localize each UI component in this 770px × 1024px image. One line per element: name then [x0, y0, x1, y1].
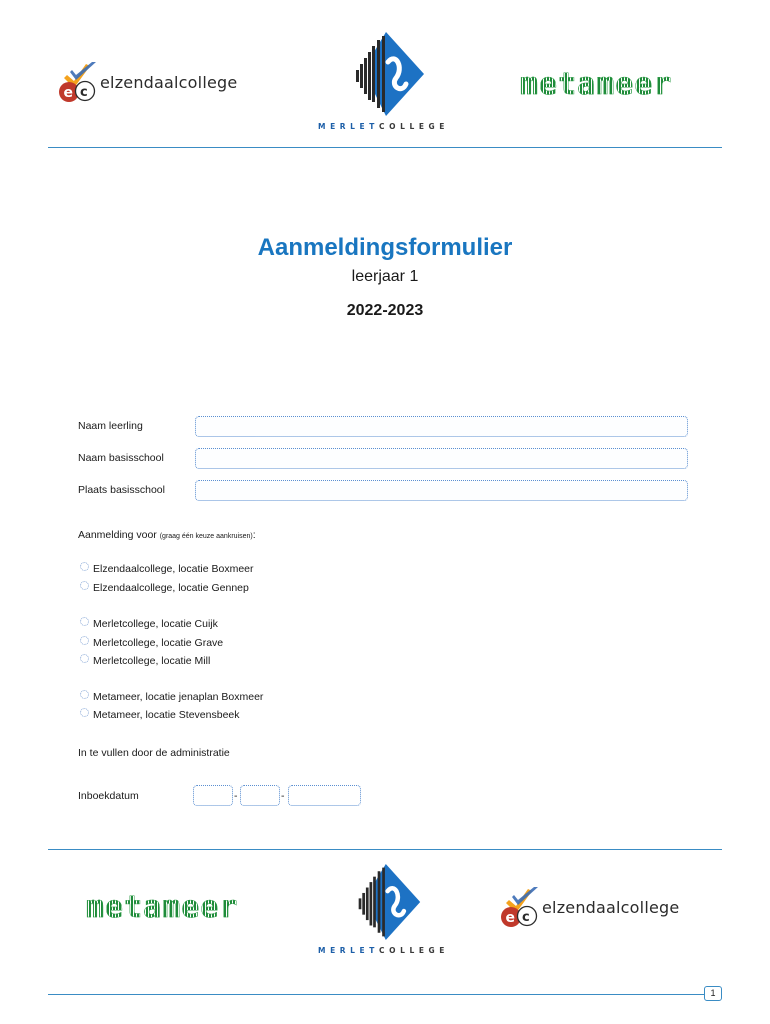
option-metameer-stevensbeek[interactable]: Metameer, locatie Stevensbeek	[80, 709, 240, 721]
merlet-logo	[318, 864, 449, 955]
date-month-field[interactable]	[240, 785, 280, 806]
option-elzendaal-boxmeer[interactable]: Elzendaalcollege, locatie Boxmeer	[80, 563, 254, 575]
radio-icon[interactable]	[80, 562, 89, 571]
date-separator: -	[281, 790, 285, 802]
elzendaal-logo-text: elzendaalcollege	[542, 897, 680, 917]
radio-icon[interactable]	[80, 636, 89, 645]
option-merlet-mill[interactable]: Merletcollege, locatie Mill	[80, 655, 210, 667]
option-metameer-jenaplan-boxmeer[interactable]: Metameer, locatie jenaplan Boxmeer	[80, 691, 263, 703]
svg-text:e: e	[63, 85, 73, 101]
radio-icon[interactable]	[80, 617, 89, 626]
elzendaal-logo	[56, 62, 237, 102]
signup-heading: Aanmelding voor (graag één keuze aankruisen):	[78, 529, 256, 541]
admin-heading: In te vullen door de administratie	[78, 747, 230, 759]
merlet-logo-icon	[344, 864, 424, 940]
field-label-student-name: Naam leerling	[78, 420, 143, 432]
svg-text:c: c	[80, 85, 88, 100]
signup-hint: (graag één keuze aankruisen)	[159, 533, 253, 540]
page-bottom-divider	[48, 994, 704, 995]
svg-text:c: c	[522, 910, 530, 925]
student-name-field[interactable]	[195, 416, 688, 437]
elzendaal-logo-icon	[56, 62, 100, 102]
radio-icon[interactable]	[80, 708, 89, 717]
date-label: Inboekdatum	[78, 790, 139, 802]
school-name-field[interactable]	[195, 448, 688, 469]
radio-icon[interactable]	[80, 581, 89, 590]
school-year: 2022-2023	[346, 302, 424, 319]
field-label-school-name: Naam basisschool	[78, 452, 164, 464]
form-subtitle: leerjaar 1	[351, 268, 419, 285]
option-merlet-grave[interactable]: Merletcollege, locatie Grave	[80, 637, 223, 649]
option-elzendaal-gennep[interactable]: Elzendaalcollege, locatie Gennep	[80, 582, 249, 594]
header-divider	[48, 147, 722, 148]
radio-icon[interactable]	[80, 690, 89, 699]
merlet-logo-text: MERLETCOLLEGE	[318, 122, 450, 131]
svg-text:e: e	[505, 910, 515, 926]
option-merlet-cuijk[interactable]: Merletcollege, locatie Cuijk	[80, 618, 218, 630]
date-separator: -	[234, 790, 238, 802]
footer-divider	[48, 849, 722, 850]
elzendaal-logo-icon	[498, 887, 542, 927]
form-title: Aanmeldingsformulier	[257, 234, 513, 261]
merlet-logo	[318, 32, 449, 131]
field-label-school-place: Plaats basisschool	[78, 484, 165, 496]
page-number: 1	[704, 986, 722, 1001]
merlet-logo-text: MERLETCOLLEGE	[318, 946, 450, 955]
date-year-field[interactable]	[288, 785, 361, 806]
metameer-logo: metameer	[86, 890, 239, 925]
metameer-logo: metameer	[520, 67, 673, 102]
radio-icon[interactable]	[80, 654, 89, 663]
elzendaal-logo-text: elzendaalcollege	[100, 72, 238, 92]
merlet-logo-icon	[344, 32, 424, 116]
elzendaal-logo	[498, 887, 679, 927]
date-day-field[interactable]	[193, 785, 233, 806]
school-place-field[interactable]	[195, 480, 688, 501]
